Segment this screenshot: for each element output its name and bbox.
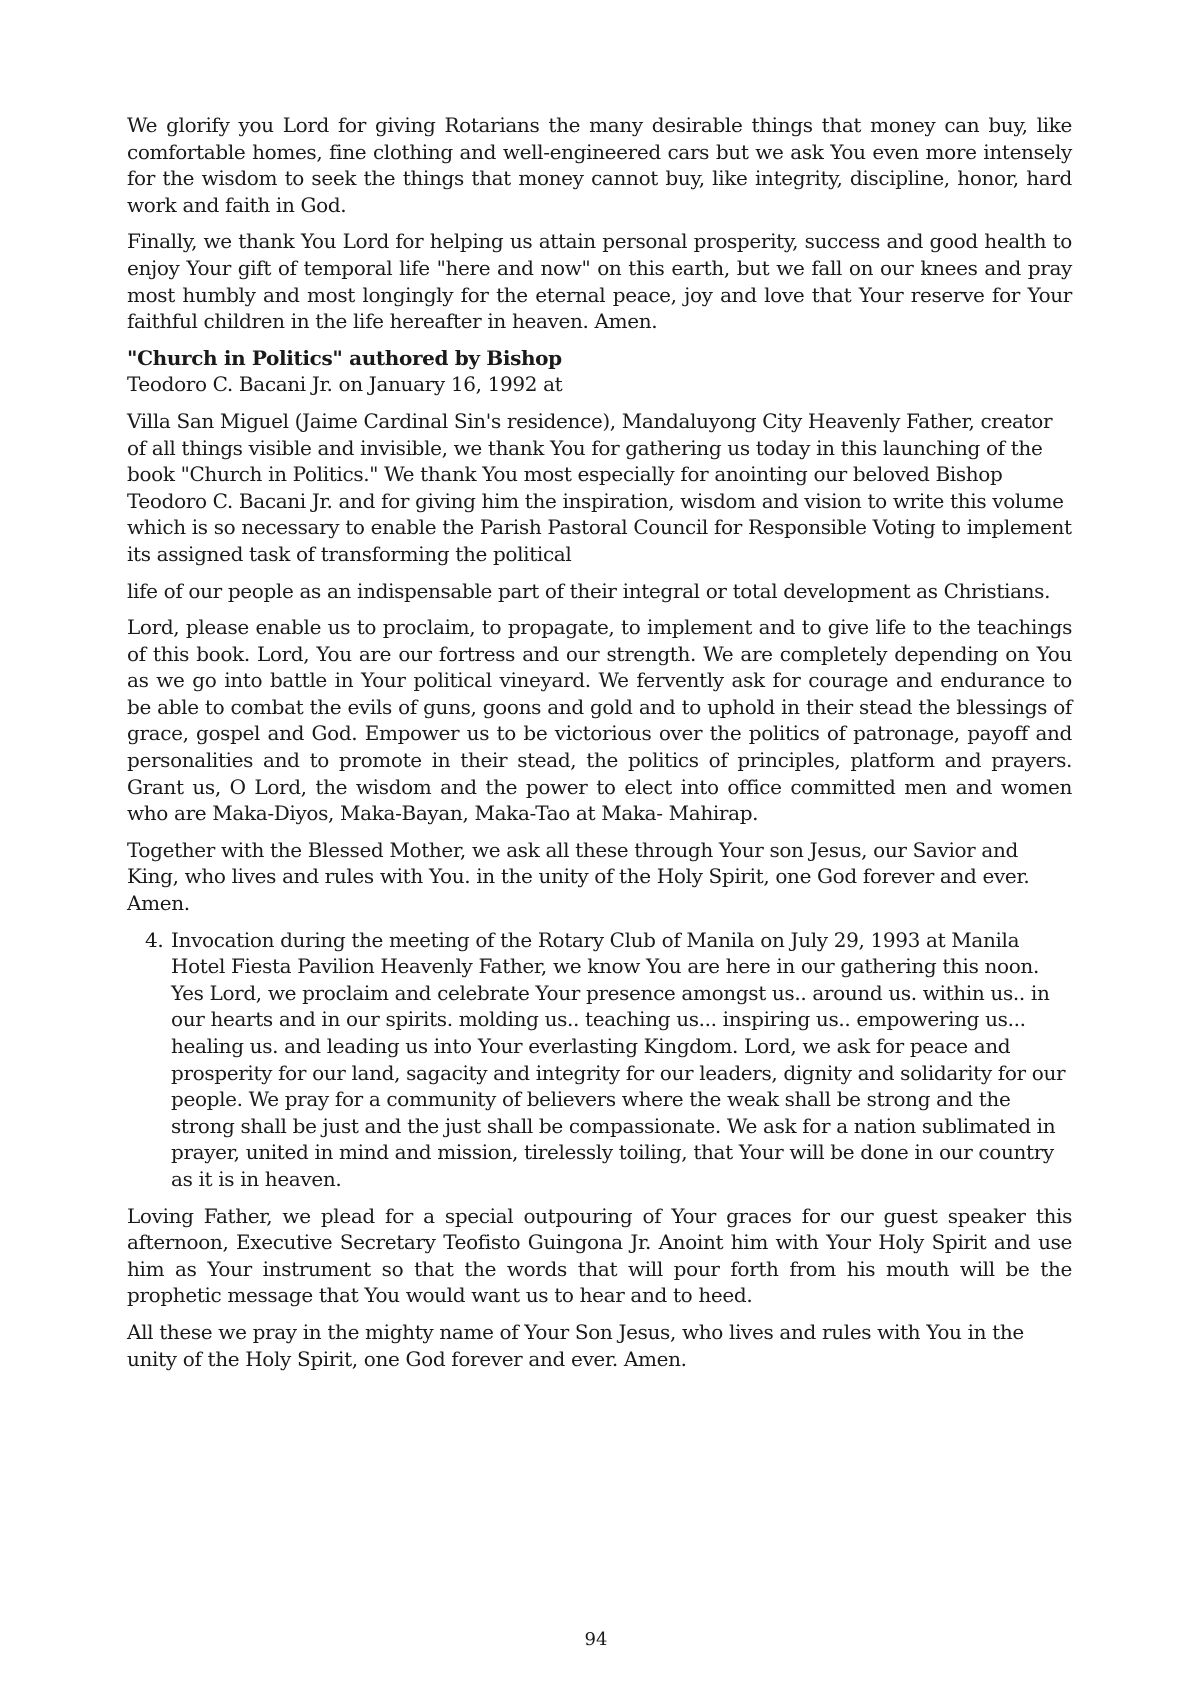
- paragraph-loving-father: Loving Father, we plead for a special outpouring of Your graces for our guest speaker this afternoon, Executive Secretary Teofisto Guingona Jr. Anoint him with Your Holy Spirit and use him as Your instrument so that the words that will pour forth from his mouth will be the prophetic message that You would want us to hear and to heed.: [127, 1203, 1072, 1308]
- paragraph-finally: Finally, we thank You Lord for helping us attain personal prosperity, success and good health to enjoy Your gift of temporal life "here and now" on this earth, but we fall on our knees and pray most humbly and most longingly for the eternal peace, joy and love that Your reserve for Your faithful children in the life hereafter in heaven. Amen.: [127, 229, 1072, 334]
- list-item-number: 4.: [145, 927, 164, 952]
- section-subline: Teodoro C. Bacani Jr. on January 16, 1992 at: [127, 372, 563, 397]
- paragraph-glorify: We glorify you Lord for giving Rotarians the many desirable things that money can buy, like comfortable homes, fine clothing and well-engineered cars but we ask You even more intensely for the wisdom to seek the things that money cannot buy, like integrity, discipline, honor, hard work and faith in God.: [127, 113, 1072, 217]
- paragraph-closing-prayer: All these we pray in the mighty name of Your Son Jesus, who lives and rules with You in the unity of the Holy Spirit, one God forever and ever. Amen.: [127, 1319, 1024, 1371]
- paragraph-lord-please-enable: Lord, please enable us to proclaim, to propagate, to implement and to give life to the teachings of this book. Lord, You are our fortress and our strength. We are completely depending on You as we go into battle in Your political vineyard. We fervently ask for courage and endurance to be able to combat the evils of guns, goons and gold and to uphold in their stead the blessings of grace, gospel and God. Empower us to be victorious over the politics of patronage, payoff and personalities and to promote in their stead, the politics of principles, platform and prayers. Grant us, O Lord, the wisdom and the power to elect into office committed men and women who are Maka-Diyos, Maka-Bayan, Maka-Tao at Maka- Mahirap.: [127, 615, 1072, 826]
- section-heading: "Church in Politics" authored by Bishop: [127, 345, 562, 370]
- page-number: 94: [584, 1629, 608, 1650]
- list-item-invocation: [145, 927, 1072, 1193]
- paragraph-blessed-mother: Together with the Blessed Mother, we ask all these through Your son Jesus, our Savior and King, who lives and rules with You. in the unity of the Holy Spirit, one God forever and ever. Amen.: [127, 837, 1030, 916]
- paragraph-life-of-our-people: life of our people as an indispensable part of their integral or total development as Christians.: [127, 578, 1051, 603]
- page-body: [127, 112, 1072, 1382]
- paragraph-villa-san-miguel: Villa San Miguel (Jaime Cardinal Sin's residence), Mandaluyong City Heavenly Father, creator of all things visible and invisible, we thank You for gathering us today in this launching of the book "Church in Politics." We thank You most especially for anointing our beloved Bishop Teodoro C. Bacani Jr. and for giving him the inspiration, wisdom and vision to write this volume which is so necessary to enable the Parish Pastoral Council for Responsible Voting to implement its assigned task of transforming the political: [127, 408, 1072, 566]
- list-item-text: Invocation during the meeting of the Rotary Club of Manila on July 29, 1993 at Manila Hotel Fiesta Pavilion Heavenly Father, we know You are here in our gathering this noon. Yes Lord, we proclaim and celebrate Your presence amongst us.. around us. within us.. in our hearts and in our spirits. molding us.. teaching us... inspiring us.. empowering us... healing us. and leading us into Your everlasting Kingdom. Lord, we ask for peace and prosperity for our land, sagacity and integrity for our leaders, dignity and solidarity for our people. We pray for a community of believers where the weak shall be strong and the strong shall be just and the just shall be compassionate. We ask for a nation sublimated in prayer, united in mind and mission, tirelessly toiling, that Your will be done in our country as it is in heaven.: [171, 927, 1066, 1191]
